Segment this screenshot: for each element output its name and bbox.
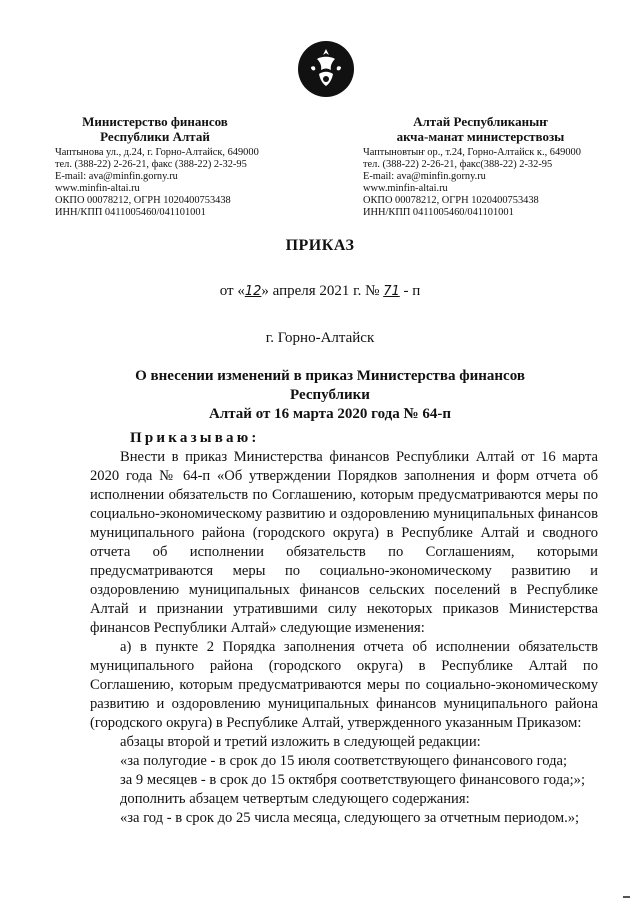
address-right: Чаптыновтыҥ ор., т.24, Горно-Алтайск к., 649000 xyxy=(363,147,581,158)
city: г. Горно-Алтайск xyxy=(265,330,375,346)
ministry-name-alt xyxy=(368,114,593,144)
order-subject-line1: О внесении изменений в приказ Министерства финансов Республики xyxy=(135,368,525,403)
website-left: www.minfin-altai.ru xyxy=(55,183,140,194)
phone-right: тел. (388-22) 2-26-21, факс(388-22) 2-32-95 xyxy=(363,159,553,170)
inn-right: ИНН/КПП 0411005460/041101001 xyxy=(363,207,514,218)
paragraph-replace-note: абзацы второй и третий изложить в следующей редакции: xyxy=(120,734,481,750)
order-subject-line2: Алтай от 16 марта 2020 года № 64-п xyxy=(209,406,451,422)
order-middle: » апреля 2021 г. № xyxy=(261,283,384,299)
document-body xyxy=(90,448,598,828)
paragraph-add-note: дополнить абзацем четвертым следующего содержания: xyxy=(120,791,470,807)
order-number: 71 xyxy=(383,284,400,299)
address-left: Чаптынова ул., д.24, г. Горно-Алтайск, 649000 xyxy=(55,147,259,158)
inn-left: ИНН/КПП 0411005460/041101001 xyxy=(55,207,206,218)
ministry-name-ru-line1: Министерство финансов xyxy=(82,114,228,129)
requisites-right xyxy=(363,147,581,219)
document-title: ПРИКАЗ xyxy=(285,237,355,254)
ministry-name-alt-line2: акча-манат министерствозы xyxy=(396,129,565,144)
ministry-name-alt-line1: Алтай Республиканыҥ xyxy=(413,114,548,129)
website-right: www.minfin-altai.ru xyxy=(363,183,448,194)
ministry-name-ru-line2: Республики Алтай xyxy=(100,129,210,144)
email-left: E-mail: ava@minfin.gorny.ru xyxy=(55,171,178,182)
email-right: E-mail: ava@minfin.gorny.ru xyxy=(363,171,486,182)
order-word: Приказываю: xyxy=(130,430,260,446)
requisites-left xyxy=(55,147,259,219)
paragraph-nine-months: за 9 месяцев - в срок до 15 октября соответствующего финансового года;»; xyxy=(120,772,585,788)
ministry-name-ru xyxy=(55,114,255,144)
paragraph-main: Внести в приказ Министерства финансов Республики Алтай от 16 марта 2020 года № 64-п «Об утверждении Порядков заполнения и форм отчета об исполнении обязательств по Соглашению, которым предусматриваются меры по социально-экономическому развитию и оздоровлению муниципальных финансов муниципального района (городского округа) в Республике Алтай и сводного отчета об исполнении обязательств по Соглашениям, которыми предусматриваются меры по социально-экономическому развитию и оздоровлению муниципальных финансов сельских поселений в Республике Алтай и признании утратившими силу некоторых приказов Министерства финансов Республики Алтай» следующие изменения: xyxy=(90,449,598,636)
order-subject xyxy=(110,367,550,424)
phone-left: тел. (388-22) 2-26-21, факс (388-22) 2-32-95 xyxy=(55,159,247,170)
paragraph-item-a: а) в пункте 2 Порядка заполнения отчета об исполнении обязательств муниципального района (городского округа) в Республике Алтай по Соглашению, которым предусматриваются меры по социально-экономическому развитию и оздоровлению муниципальных финансов муниципального района (городского округа) в Республике Алтай, утвержденного указанным Приказом: xyxy=(90,639,598,731)
order-prefix: от « xyxy=(219,283,245,299)
paragraph-half-year: «за полугодие - в срок до 15 июля соответствующего финансового года; xyxy=(120,753,568,769)
order-suffix: - п xyxy=(399,283,421,299)
okpo-left: ОКПО 00078212, ОГРН 1020400753438 xyxy=(55,195,231,206)
paragraph-year: «за год - в срок до 25 числа месяца, следующего за отчетным периодом.»; xyxy=(120,810,580,826)
page-edge-mark xyxy=(623,896,630,898)
order-day: 12 xyxy=(244,284,262,299)
order-date-number xyxy=(0,283,640,300)
okpo-right: ОКПО 00078212, ОГРН 1020400753438 xyxy=(363,195,539,206)
altai-emblem-icon xyxy=(297,40,355,98)
